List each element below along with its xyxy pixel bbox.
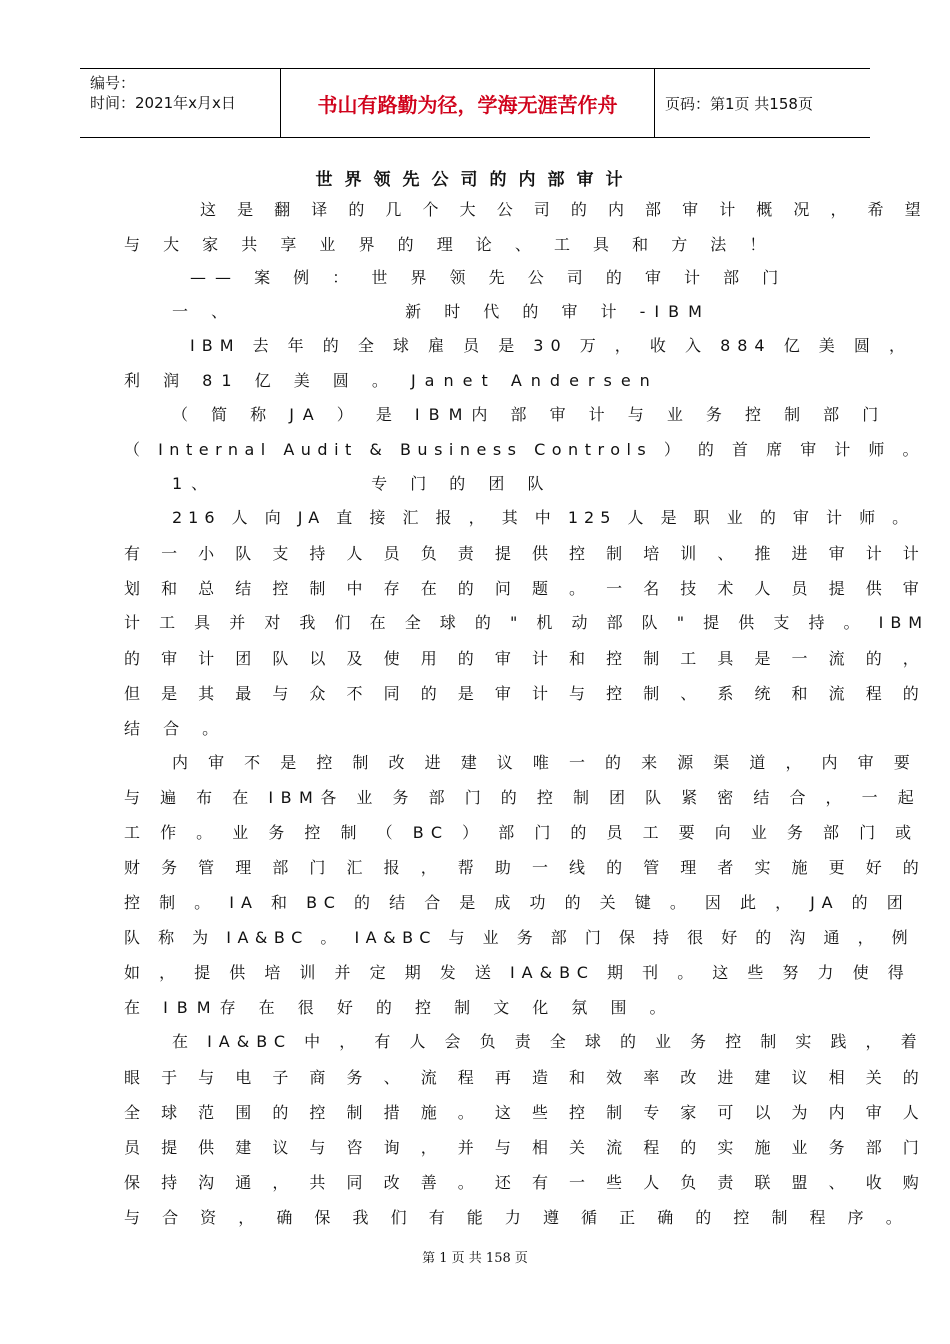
body-line: 财 务 管 理 部 门 汇 报 ， 帮 助 一 线 的 管 理 者 实 施 更 好 的 bbox=[124, 858, 927, 877]
body-line: 队 称 为 IA&BC 。 IA&BC 与 业 务 部 门 保 持 很 好 的 沟 通 ， 例 bbox=[124, 928, 915, 947]
body-line: 划 和 总 结 控 制 中 存 在 的 问 题 。 一 名 技 术 人 员 提 供 审 bbox=[124, 579, 927, 598]
body-line: 眼 于 与 电 子 商 务 、 流 程 再 造 和 效 率 改 进 建 议 相 关 的 bbox=[124, 1068, 927, 1087]
body-line: 工 作 。 业 务 控 制 （ BC ） 部 门 的 员 工 要 向 业 务 部 门 或 bbox=[124, 823, 919, 842]
header-meta bbox=[80, 69, 281, 137]
body-line: 内 审 不 是 控 制 改 进 建 议 唯 一 的 来 源 渠 道 ， 内 审 要 bbox=[172, 753, 918, 772]
serial-label: 编号： bbox=[90, 74, 136, 92]
body-line: 有 一 小 队 支 持 人 员 负 责 提 供 控 制 培 训 、 推 进 审 计 计 bbox=[124, 544, 927, 563]
body-line: 216 人 向 JA 直 接 汇 报 ， 其 中 125 人 是 职 业 的 审 计 师 。 bbox=[172, 508, 915, 527]
body-line: 与 合 资 ， 确 保 我 们 有 能 力 遵 循 正 确 的 控 制 程 序 。 bbox=[124, 1208, 911, 1227]
body-line: 结 合 。 bbox=[124, 719, 228, 738]
body-line: 控 制 。 IA 和 BC 的 结 合 是 成 功 的 关 键 。 因 此 ， JA 的 团 bbox=[124, 893, 910, 912]
body-line: 保 持 沟 通 ， 共 同 改 善 。 还 有 一 些 人 负 责 联 盟 、 收 购 bbox=[124, 1173, 927, 1192]
page-header bbox=[80, 68, 870, 138]
body-line: 在 IA&BC 中 ， 有 人 会 负 责 全 球 的 业 务 控 制 实 践 ， 着 bbox=[172, 1032, 924, 1051]
body-line: 与 遍 布 在 IBM各 业 务 部 门 的 控 制 团 队 紧 密 结 合 ， 一 起 bbox=[124, 788, 922, 807]
body-line: IBM 去 年 的 全 球 雇 员 是 30 万 ， 收 入 884 亿 美 圆 ， bbox=[190, 336, 912, 355]
body-line: 这 是 翻 译 的 几 个 大 公 司 的 内 部 审 计 概 况 ， 希 望 bbox=[200, 200, 929, 219]
subsection-heading: 1、 专 门 的 团 队 bbox=[172, 474, 553, 493]
header-motto: 书山有路勤为径，学海无涯苦作舟 bbox=[281, 69, 655, 137]
body-line: 的 审 计 团 队 以 及 使 用 的 审 计 和 控 制 工 具 是 一 流 的 ， bbox=[124, 649, 927, 668]
body-line: （ 简 称 JA ） 是 IBM内 部 审 计 与 业 务 控 制 部 门 bbox=[172, 405, 888, 424]
body-line: 计 工 具 并 对 我 们 在 全 球 的 " 机 动 部 队 " 提 供 支 持 。 IBM bbox=[124, 613, 930, 632]
body-line: 利 润 81 亿 美 圆 。 Janet Andersen bbox=[124, 371, 659, 390]
body-line: 全 球 范 围 的 控 制 措 施 。 这 些 控 制 专 家 可 以 为 内 审 人 bbox=[124, 1103, 927, 1122]
header-page-info: 页码：第1页 共158页 bbox=[665, 94, 813, 113]
body-line: —— 案 例 ： 世 界 领 先 公 司 的 审 计 部 门 bbox=[190, 268, 788, 287]
body-line: 在 IBM存 在 很 好 的 控 制 文 化 氛 围 。 bbox=[124, 998, 675, 1017]
body-line: 如 ， 提 供 培 训 并 定 期 发 送 IA&BC 期 刊 。 这 些 努 力 使 得 bbox=[124, 963, 911, 982]
document-title: 世界领先公司的内部审计 bbox=[315, 170, 635, 190]
page-footer: 第 1 页 共 158 页 bbox=[422, 1251, 528, 1266]
body-line: 员 提 供 建 议 与 咨 询 ， 并 与 相 关 流 程 的 实 施 业 务 部 门 bbox=[124, 1138, 927, 1157]
time-label: 时间：2021年x月x日 bbox=[90, 94, 236, 112]
body-line: 但 是 其 最 与 众 不 同 的 是 审 计 与 控 制 、 系 统 和 流 程 的 bbox=[124, 684, 927, 703]
body-line: （ Internal Audit & Business Controls ） 的 首 席 审 计 师 。 bbox=[124, 440, 925, 459]
section-heading: 一 、 新 时 代 的 审 计 -IBM bbox=[172, 302, 711, 321]
body-line: 与 大 家 共 享 业 界 的 理 论 、 工 具 和 方 法 ！ bbox=[124, 235, 775, 254]
